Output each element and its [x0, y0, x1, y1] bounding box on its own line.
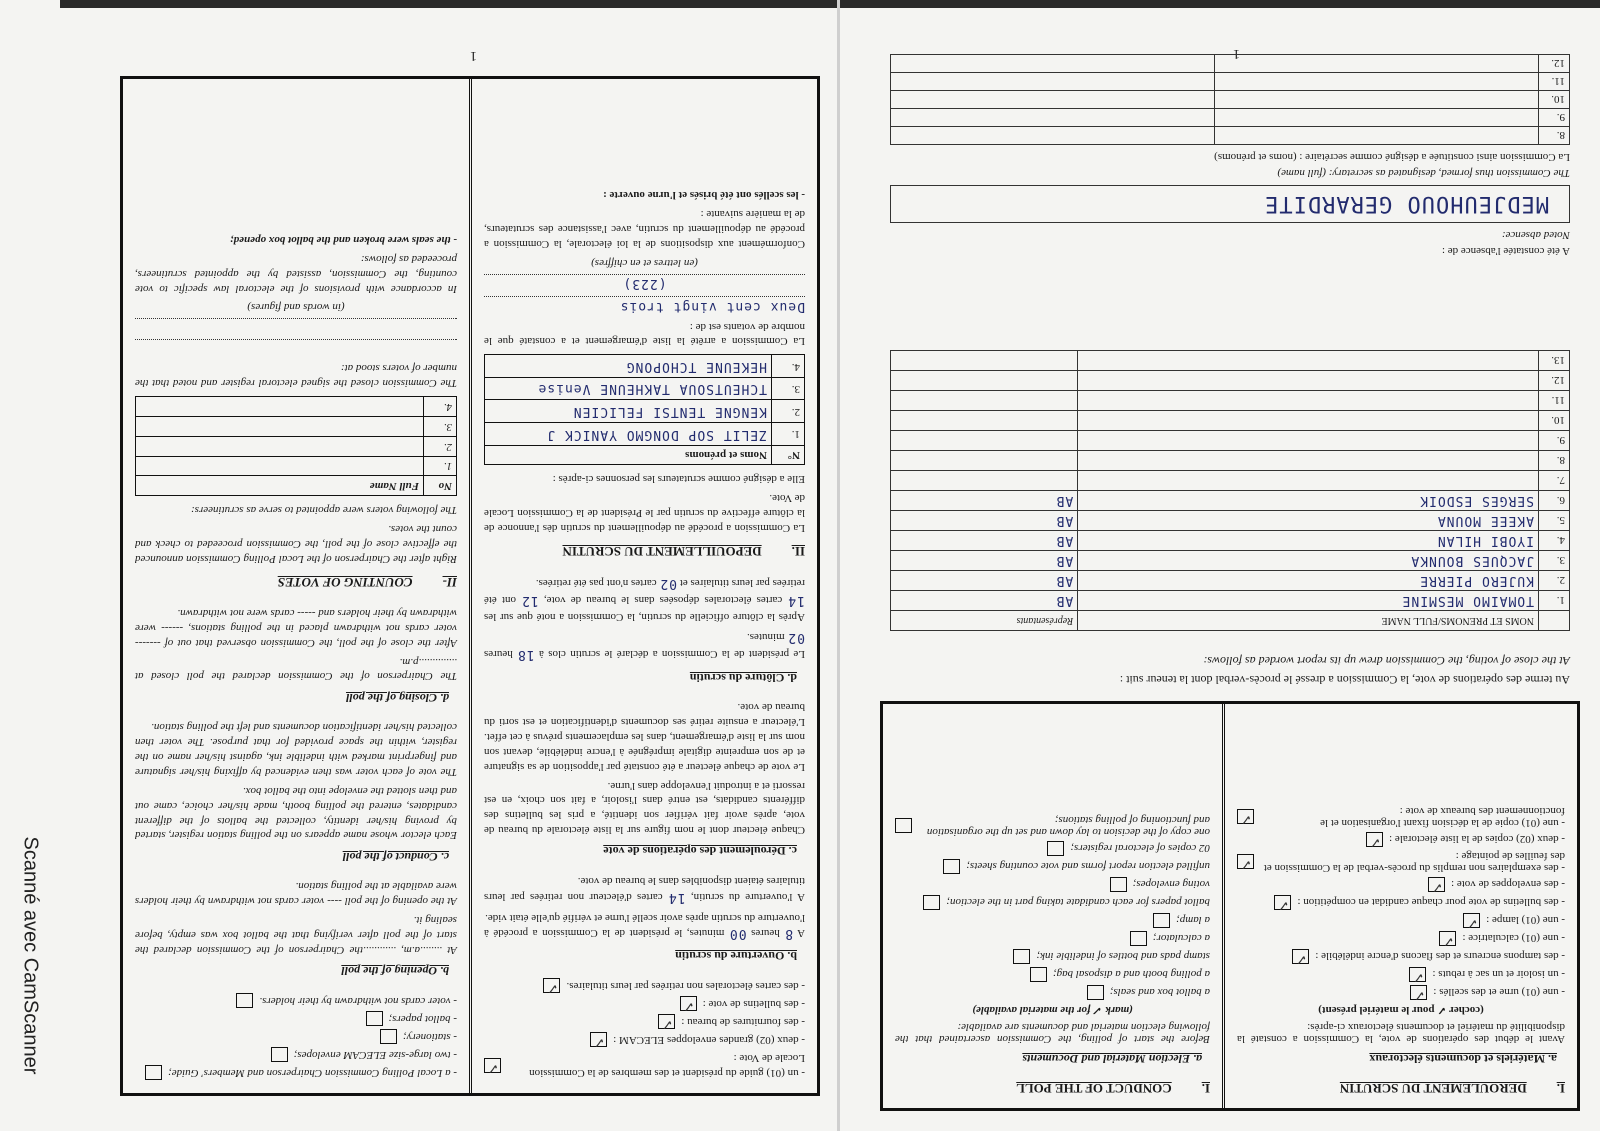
- secretary-block: A été constatée l'absence de : Noted absence: MEDJEUHOUO GERARDITE The Commission thus formed, designated as secretary: (full name) La Commission ainsi constituée a désigné comme secrétaire : (noms et prénoms) 8. 9. 10. 11. 12.: [890, 54, 1570, 261]
- table-row: 11.: [891, 73, 1570, 91]
- checklist-item: - des cartes électorales non retirées par leurs titulaires. ✓: [484, 978, 805, 993]
- secretary-name-field: MEDJEUHOUO GERARDITE: [890, 185, 1570, 223]
- checkbox[interactable]: [923, 895, 940, 910]
- checkbox[interactable]: [543, 978, 560, 993]
- material-checklist-en-cont: [135, 993, 457, 1080]
- table-row: 5. AKEEE MOUNA AB: [891, 511, 1570, 531]
- table-row: 6. SERGES ESDOIK AB: [891, 491, 1570, 511]
- scanned-document: [60, 0, 1600, 1131]
- table-row: 3.: [136, 416, 457, 436]
- checkbox[interactable]: [271, 1047, 288, 1062]
- checkbox[interactable]: [145, 1065, 162, 1080]
- camscanner-watermark: Scanné avec CamScanner: [19, 836, 42, 1075]
- conduct-of-poll-section: [880, 701, 1580, 1111]
- table-row: 4. HEKEUNE TCHOPONG: [485, 355, 805, 378]
- checklist-item: - two large-size ELECAM envelopes;: [135, 1047, 457, 1062]
- table-row: 8.: [891, 127, 1570, 145]
- table-row: 9.: [891, 109, 1570, 127]
- table-row: 9.: [891, 431, 1570, 451]
- checklist-item: - deux (02) grandes enveloppes ELECAM : ✓: [484, 1032, 805, 1047]
- report-page: [120, 48, 820, 1096]
- checkbox[interactable]: [1274, 895, 1291, 910]
- conduct-en-column: I. CONDUCT OF THE POLL a. Election Material and Documents Before the start of polling, the Commission ascertained that the following election material and documents are available: (mark ✓ for the material available) a ballot box and seals; a polling booth and a disposal bag; stamp pads and bottles of indelible ink; a calculator; a lamp; ballot papers for each candidate taking part in the election; voting envelopes; unfilled election report forms and vote counting sheets; 02 copies of electoral registers; one copy of the decision to lay down and set up the organisation and functioning of polling stations;: [895, 814, 1210, 1096]
- checkbox[interactable]: [1013, 949, 1030, 964]
- counting-title-fr: DEPOUILLEMENT DU SCRUTIN: [562, 544, 762, 560]
- checkbox[interactable]: [366, 1011, 383, 1026]
- checklist-item: - des fournitures de bureau : ✓: [484, 1014, 805, 1029]
- members-table: [890, 54, 1570, 145]
- table-row: 10.: [891, 411, 1570, 431]
- checklist-item: a lamp;: [895, 913, 1210, 928]
- section-title-en: CONDUCT OF THE POLL: [1016, 1081, 1172, 1096]
- checkbox[interactable]: [1087, 985, 1104, 1000]
- page-number: 1: [1233, 46, 1240, 61]
- checkbox[interactable]: [1153, 913, 1170, 928]
- checkbox[interactable]: [1047, 841, 1064, 856]
- checkbox[interactable]: [1130, 931, 1147, 946]
- checkbox[interactable]: [380, 1029, 397, 1044]
- absence-table: [890, 350, 1570, 631]
- checkbox[interactable]: [680, 996, 697, 1011]
- checkbox[interactable]: [658, 1014, 675, 1029]
- checkbox[interactable]: [1439, 931, 1456, 946]
- checkbox[interactable]: [1110, 877, 1127, 892]
- checkbox[interactable]: [1366, 832, 1383, 847]
- table-row: 7.: [891, 471, 1570, 491]
- table-row: 10.: [891, 91, 1570, 109]
- checkbox[interactable]: [1292, 949, 1309, 964]
- table-row: 12.: [891, 55, 1570, 73]
- checklist-item: unfilled election report forms and vote counting sheets;: [895, 859, 1210, 874]
- checklist-item: - des exemplaires non remplis du procès-verbal de la Commission et des feuilles de pointage : ✓: [1237, 850, 1565, 874]
- voters-count-figures: (223): [484, 274, 805, 293]
- table-row: 2. KENGNE TENTSI FELICIEN: [485, 400, 805, 423]
- checklist-item: - une (01) copie de la décision fixant l'organisation et le fonctionnement des bureaux de vote : ✓: [1237, 805, 1565, 829]
- checklist-item: voting envelopes;: [895, 877, 1210, 892]
- checklist-item: - un (01) guide du président et des membres de la Commission Locale de Vote : ✓: [484, 1050, 805, 1080]
- checkbox[interactable]: [1410, 985, 1427, 1000]
- cards-not-withdrawn-value: 14: [667, 889, 686, 905]
- checkbox[interactable]: [1030, 967, 1047, 982]
- material-checklist-en: [895, 814, 1210, 1000]
- checkbox[interactable]: [236, 993, 253, 1008]
- register-page: [880, 41, 1580, 1101]
- table-row: 1.: [136, 456, 457, 476]
- table-row: 1. ZELIT SOP DONGMO YANICK J: [485, 423, 805, 446]
- conduct-fr-column: I. DEROULEMENT DU SCRUTIN a. Matériels et documents électoraux Avant le début des opérations de vote, la Commission a constaté la disponibilité du matériel et documents électoraux ci-après: (cocher ✓ pour le matériel présent) - une (01) urne et des scellés : ✓ - un isoloir et un sac à rebuts : ✓ - des tampons encreurs et des flacons d'encre indélébile : ✓ - une (01) calculatrice : ✓ - une (01) lampe : ✓ - des bulletins de vote pour chaque candidat en compétition : ✓ - des enveloppes de vote : ✓ - des exemplaires non remplis du procès-verbal de la Commission et des feuilles de pointage : ✓ - deux (02) copies de la liste électorale : ✓ - une (01) copie de la décision fixant l'organisation et le fonctionnement des bureaux de vote : ✓: [1222, 704, 1577, 1108]
- table-row: 2. KUJERO PIERRE AB: [891, 571, 1570, 591]
- scrutineers-table-en: No Full Name 1. 2. 3. 4.: [135, 396, 457, 496]
- material-checklist-fr-cont: [484, 978, 805, 1080]
- checklist-item: a calculator;: [895, 931, 1210, 946]
- checklist-item: - des bulletins de vote pour chaque candidat en compétition : ✓: [1237, 895, 1565, 910]
- checklist-item: - stationery;: [135, 1029, 457, 1044]
- material-checklist-fr: [1237, 805, 1565, 1000]
- checklist-item: - a Local Polling Commission Chairperson and Members' Guide;: [135, 1065, 457, 1080]
- table-row: 8.: [891, 451, 1570, 471]
- scrutineers-table-fr: N° Noms et prénoms 1. ZELIT SOP DONGMO YANICK J 2. KENGNE TENTSI FELICIEN 3. TCHEUTSOUA TAKHEUNE Venise 4. HEKEUNE TCHOPONG: [484, 354, 805, 465]
- table-header: NOMS ET PRENOMS/FULL NAME Représentants: [891, 611, 1570, 631]
- checklist-item: - une (01) urne et des scellés : ✓: [1237, 985, 1565, 1000]
- table-row: 13.: [891, 351, 1570, 371]
- checkbox[interactable]: [1428, 877, 1445, 892]
- checkbox[interactable]: [1237, 855, 1254, 870]
- checklist-item: - ballot papers;: [135, 1011, 457, 1026]
- checkbox[interactable]: [590, 1032, 607, 1047]
- checkbox[interactable]: [1409, 967, 1426, 982]
- table-row: 2.: [136, 436, 457, 456]
- checklist-item: stamp pads and bottles of indelible ink;: [895, 949, 1210, 964]
- closing-time-fr: Le président de la Commission a déclaré le scrutin clos à 18 heures 02 minutes.: [483, 629, 805, 663]
- checklist-item: - des bulletins de vote : ✓: [484, 996, 805, 1011]
- checkbox[interactable]: [484, 1058, 501, 1073]
- page-number: 1: [470, 48, 477, 63]
- checkbox[interactable]: [1463, 913, 1480, 928]
- table-row: 4.: [136, 397, 457, 417]
- table-row: 3. JACQUES BOUNKA AB: [891, 551, 1570, 571]
- checklist-item: one copy of the decision to lay down and set up the organisation and functioning of polling stations;: [895, 814, 1210, 838]
- report-intro: Au terme des opérations de vote, la Commission a dressé le procès-verbal dont la teneur suit : At the close of voting, the Commission drew up its report worded as follows:: [1119, 654, 1570, 687]
- table-row: 3. TCHEUTSOUA TAKHEUNE Venise: [485, 377, 805, 400]
- checklist-item: - une (01) calculatrice : ✓: [1237, 931, 1565, 946]
- table-row: 12.: [891, 371, 1570, 391]
- table-row: 1. TOMAIMO MESMINE AB: [891, 591, 1570, 611]
- report-en-column: - a Local Polling Commission Chairperson and Members' Guide; - two large-size ELECAM envelopes; - stationery; - ballot papers; - voter cards not withdrawn by their holders. b. Opening of the poll At ........a.m, ............the Chairperson of the Commission declared the start of the poll after verifying that the ballot box was empty, before sealing it. At the opening of the poll ---- voter cards not withdrawn by their holders were available at the polling station. c. Conduct of the poll Each elector whose name appears on the polling station register, started by proving his/her identity, collected the ballots of the different candidates, entered the polling booth, made his/her choice, came out and then slotted the envelope into the ballot box. The vote of each voter was then evidenced by affixing his/her signature and fingerprint marked with indelible ink, against his/her name on the register, within the space provided for that purpose. The voter then collected his/her identification documents and left the polling station. d. Closing of the poll The Chairperson of the Commission declared the poll closed at ..............p.m. After the close of the poll, the Commission observed that out of ------- voter cards not withdrawn placed in the polling stations, ------ were withdrawn by their holders and ----- cards were not withdrawn. II- COUNTING OF VOTES Right after the Chairperson of the Local Polling Commission announced the effective close of the poll, the Commission proceeded to check and count the votes. The following voters were appointed to serve as scrutineers: No Full Name 1. 2. 3. 4. The Commission closed the signed electoral register and noted that the number of voters stood at: (in words and figures) In accordance with provisions of the electoral law specific to vote counting, the Commission, assisted by the appointed scrutineers, proceeded as follows: - the seals were broken and the ballot box opened;: [135, 234, 457, 1079]
- page-fold: [837, 0, 840, 1131]
- counting-title-en: COUNTING OF VOTES: [277, 575, 413, 591]
- section-title-fr: DEROULEMENT DU SCRUTIN: [1339, 1081, 1527, 1096]
- voters-count-field-en: [135, 339, 457, 356]
- checklist-item: ballot papers for each candidate taking part in the election;: [895, 895, 1210, 910]
- checklist-item: a ballot box and seals;: [895, 985, 1210, 1000]
- checklist-item: a polling booth and a disposal bag;: [895, 967, 1210, 982]
- checklist-item: - une (01) lampe : ✓: [1237, 913, 1565, 928]
- checklist-item: - des enveloppes de vote : ✓: [1237, 877, 1565, 892]
- checklist-item: - voter cards not withdrawn by their holders.: [135, 993, 457, 1008]
- checklist-item: 02 copies of electoral registers;: [895, 841, 1210, 856]
- checklist-item: - un isoloir et un sac à rebuts : ✓: [1237, 967, 1565, 982]
- table-row: 4. IYOBI HILAN AB: [891, 531, 1570, 551]
- report-fr-column: - un (01) guide du président et des membres de la Commission Locale de Vote : ✓ - deux (02) grandes enveloppes ELECAM : ✓ - des fournitures de bureau : ✓ - des bulletins de vote : ✓ - des cartes électorales non retirées par leurs titulaires. ✓ b. Ouverture du scrutin A 8 heures 00 minutes, le président de la Commission a procédé à l'ouverture du scrutin après avoir scellé l'urne et vérifié qu'elle était vide. A l'ouverture du scrutin, 14 cartes d'électeur non retirées par leurs titulaires étaient disponibles dans le bureau de vote. c. Déroulement des opérations de vote Chaque électeur dont le nom figure sur la liste électorale du bureau de vote, après avoir fait vérifier son identité, a pris les bulletins des différents candidats, est entré dans l'isoloir, a fait son choix, en est ressorti et a introduit l'enveloppe dans l'urne. Le vote de chaque électeur a été constaté par l'apposition de sa signature et de son empreinte digitale imprégnée à l'encre indélébile, devant son nom sur la liste d'émargement, dans les emplacements prévus à cet effet. L'électeur a ensuite retiré ses documents d'identification et est sorti du bureau de vote. d. Clôture du scrutin Le président de la Commission a déclaré le scrutin clos à 18 heures 02 minutes. Après la clôture officielle du scrutin, la Commission a noté que sur les 14 cartes électorales déposées dans le bureau de vote, 12 ont été retirées par leurs titulaires et 02 cartes n'ont pas été retirées. II. DEPOUILLEMENT DU SCRUTIN La Commission a procédé au dépouillement du scrutin dès l'annonce de la clôture effective du scrutin par le Président de la Commission Locale de Vote. Elle a désigné comme scrutateurs les personnes ci-après : N° Noms et prénoms 1. ZELIT SOP DONGMO YANICK J 2. KENGNE TENTSI FELICIEN 3. TCHEUTSOUA TAKHEUNE Venise 4. HEKEUNE TCHOPONG La Commission a arrêté la liste d'émargement et a constaté que le nombre de votants est de : Deux cent vingt trois (223) (en lettres et en chiffres) Conformément aux dispositions de la loi électorale, la Commission a procédé au dépouillement du scrutin, avec l'assistance des scrutateurs, de la manière suivante : - les scellés ont été brisés et l'urne ouverte :: [469, 79, 817, 1093]
- checklist-item: - deux (02) copies de la liste électorale : ✓: [1237, 832, 1565, 847]
- voters-count-words: Deux cent vingt trois: [484, 296, 805, 315]
- checkbox[interactable]: [895, 819, 912, 834]
- opening-time-fr: A 8 heures 00 minutes, le président de la Commission a procédé à l'ouverture du scrutin après avoir scellé l'urne et vérifié qu'elle était vide.: [483, 911, 805, 942]
- table-row: 11.: [891, 391, 1570, 411]
- checkbox[interactable]: [1237, 810, 1254, 825]
- checkbox[interactable]: [943, 859, 960, 874]
- checklist-item: - des tampons encreurs et des flacons d'encre indélébile : ✓: [1237, 949, 1565, 964]
